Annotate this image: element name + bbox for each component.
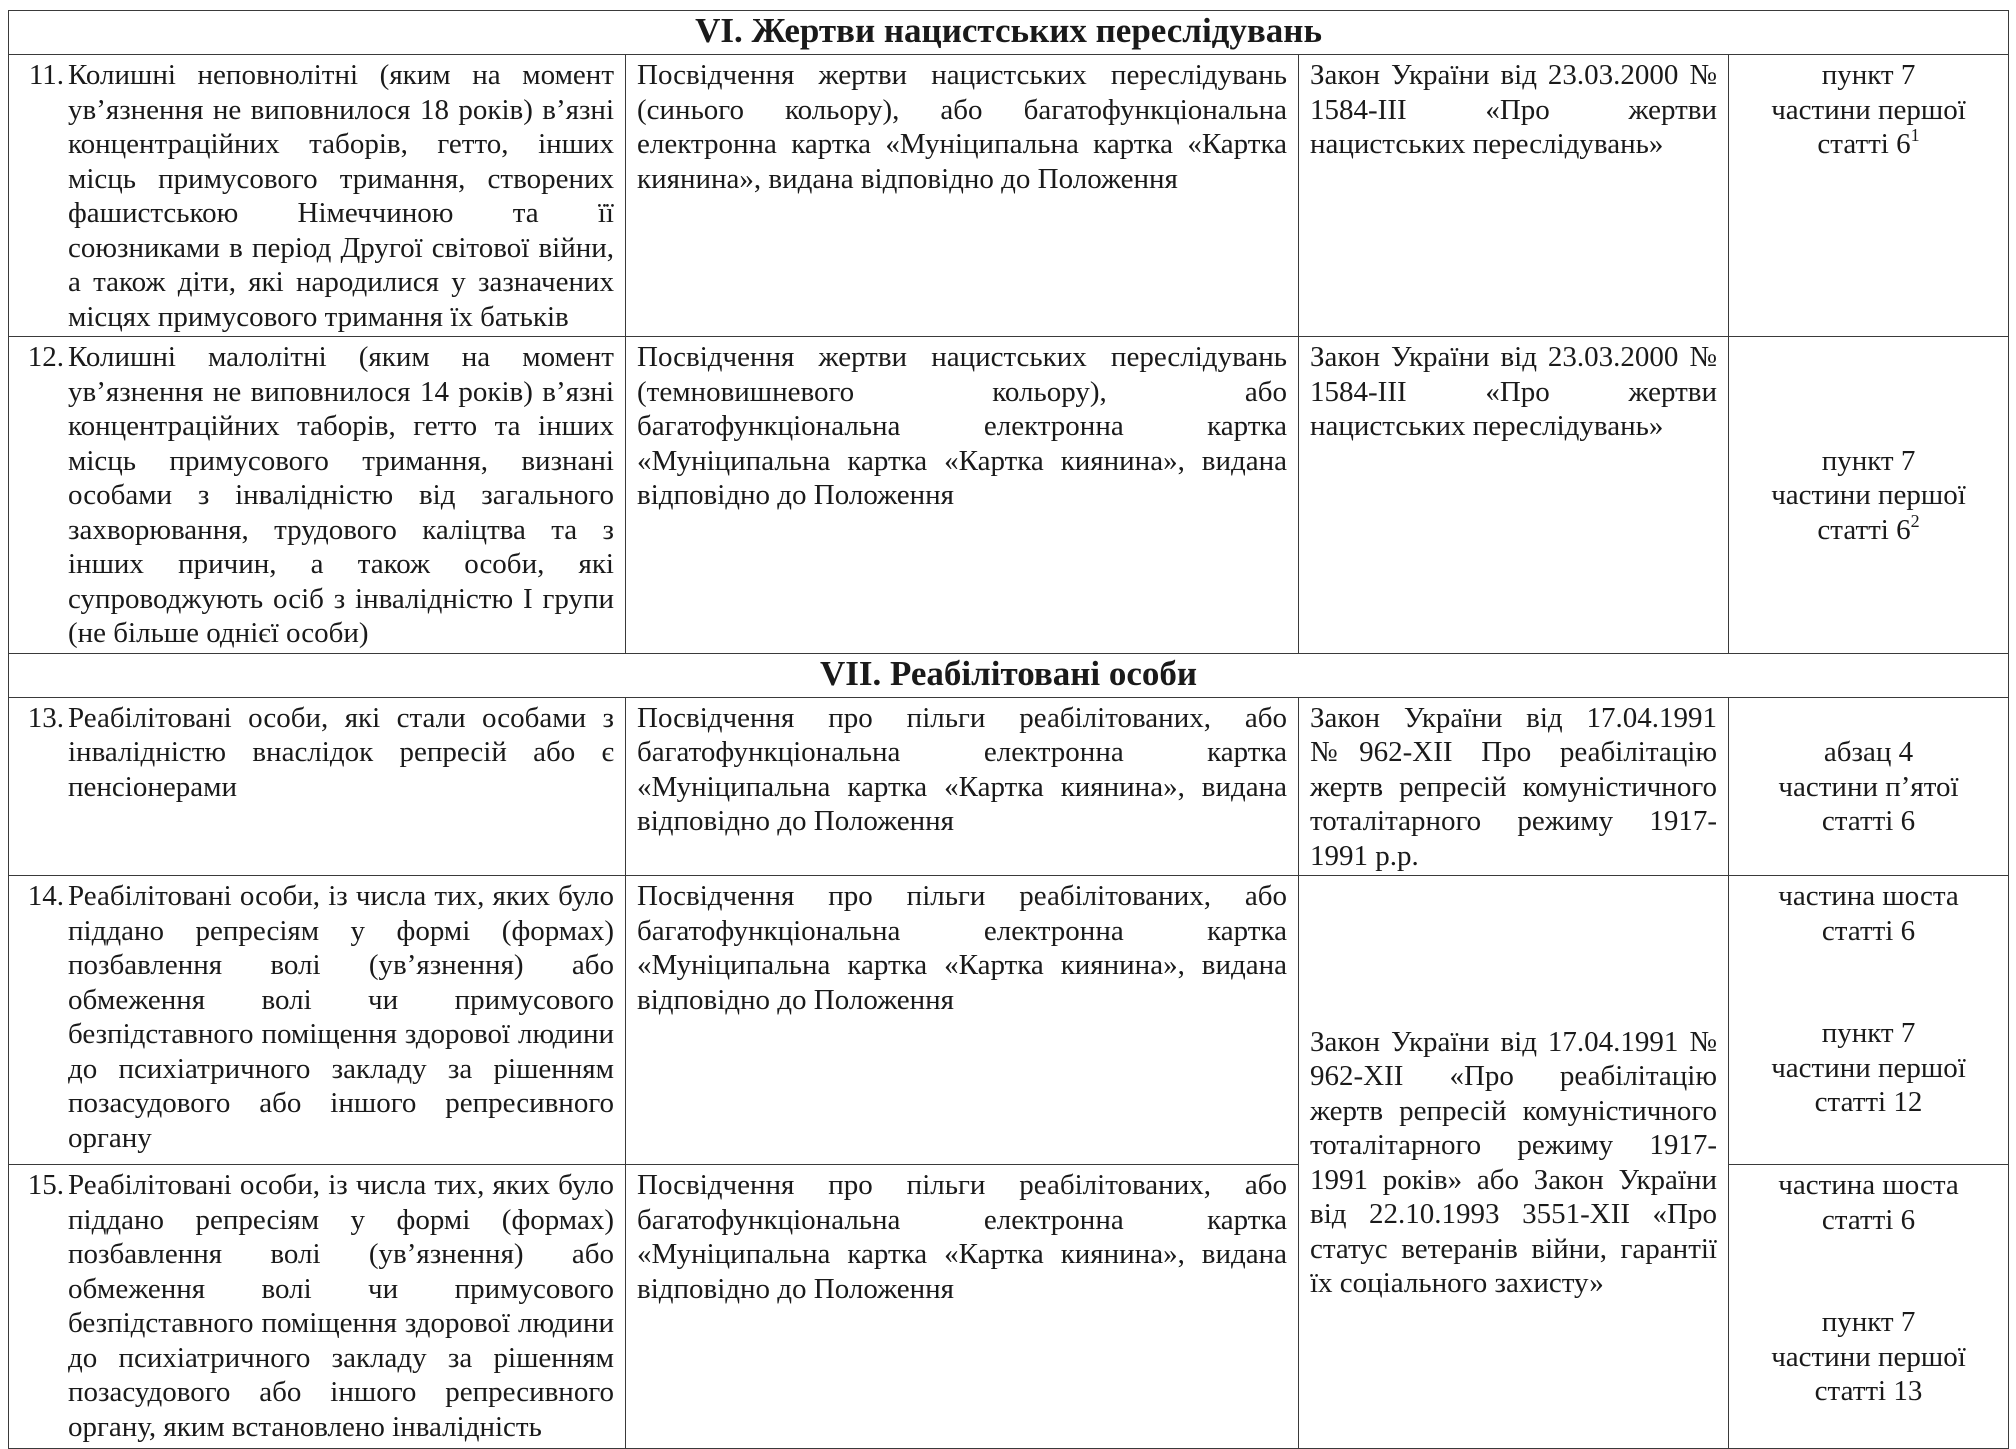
clause-line: статті 12 bbox=[1814, 1086, 1923, 1118]
clause-line: частини першої bbox=[1771, 479, 1966, 511]
clause-spacer bbox=[1740, 1237, 1997, 1305]
clause-line: частина шоста bbox=[1778, 880, 1959, 912]
section-title-vii: VII. Реабілітовані особи bbox=[9, 653, 2009, 697]
table-row bbox=[9, 55, 2009, 337]
clause-line: статті 6 bbox=[1821, 914, 1916, 947]
section-header-row bbox=[9, 653, 2009, 697]
clause-line bbox=[1740, 510, 1997, 548]
clause-line: частини першої bbox=[1771, 93, 1966, 126]
benefits-table bbox=[8, 10, 2009, 1449]
clause-cell bbox=[1729, 1165, 2009, 1449]
row-number: 11. bbox=[28, 59, 64, 91]
document-cell: Посвідчення жертви нацистських переслідувань (синього кольору), або багатофункціональна електронна картка «Муніципальна картка «Картка киянина», видана відповідно до Положення bbox=[626, 55, 1299, 337]
table-row bbox=[9, 876, 2009, 1165]
clause-spacer bbox=[1740, 948, 1997, 1016]
category-text: Колишні малолітні (яким на момент ув’язнення не виповнилося 14 років) в’язні концентраційних таборів, гетто та інших місць примусового тримання, визнані особами з інвалідністю від загального захворювання, трудового каліцтва та з інших причин, а також особи, які супроводжують осіб з інвалідністю І групи (не більше однієї особи) bbox=[68, 341, 614, 649]
clause-line: частини першої bbox=[1771, 1051, 1966, 1084]
category-cell bbox=[9, 1165, 626, 1449]
document-cell: Посвідчення про пільги реабілітованих, або багатофункціональна електронна картка «Муніципальна картка «Картка киянина», видана відповідно до Положення bbox=[626, 876, 1299, 1165]
clause-superscript: 2 bbox=[1910, 510, 1920, 531]
clause-article: статті 6 bbox=[1817, 128, 1911, 160]
category-text: Реабілітовані особи, із числа тих, яких було піддано репресіям у формі (формах) позбавлення волі (ув’язнення) або обмеження волі чи примусового безпідставного поміщення здорової людини до психіатричного закладу за рішенням позасудового або іншого репресивного органу, яким встановлено інвалідність bbox=[68, 1169, 614, 1443]
row-number: 15. bbox=[27, 1169, 64, 1201]
clause-line: частини першої bbox=[1771, 1340, 1966, 1373]
category-cell bbox=[9, 337, 626, 654]
clause-cell bbox=[1729, 876, 2009, 1165]
law-cell: Закон України від 17.04.1991 № 962-ХІІ «Про реабілітацію жертв репресій комуністичного тоталітарного режиму 1917-1991 років» або Закон України від 22.10.1993 3551-ХІІ «Про статус ветеранів війни, гарантії їх соціального захисту» bbox=[1299, 876, 1729, 1449]
clause-line: частини п’ятої bbox=[1778, 770, 1959, 803]
clause-line: статті 6 bbox=[1821, 1203, 1916, 1236]
clause-line: пункт 7 bbox=[1821, 1017, 1916, 1049]
clause-cell bbox=[1729, 697, 2009, 876]
clause-cell bbox=[1729, 55, 2009, 337]
document-cell: Посвідчення про пільги реабілітованих, або багатофункціональна електронна картка «Муніципальна картка «Картка киянина», видана відповідно до Положення bbox=[626, 697, 1299, 876]
clause-line: статті 13 bbox=[1814, 1375, 1923, 1407]
clause-article: статті 6 bbox=[1817, 513, 1911, 546]
category-text: Колишні неповнолітні (яким на момент ув’язнення не виповнилося 18 років) в’язні концентраційних таборів, гетто, інших місць примусового тримання, створених фашистською Німеччиною та її союзниками в період Другої світової війни, а також діти, які народилися у зазначених місцях примусового тримання їх батьків bbox=[68, 59, 614, 333]
section-title-vi: VI. Жертви нацистських переслідувань bbox=[9, 11, 2009, 55]
category-cell bbox=[9, 55, 626, 337]
category-text: Реабілітовані особи, із числа тих, яких було піддано репресіям у формі (формах) позбавлення волі (ув’язнення) або обмеження волі чи примусового безпідставного поміщення здорової людини до психіатричного закладу за рішенням позасудового або іншого репресивного органу bbox=[68, 880, 614, 1154]
law-cell: Закон України від 17.04.1991 №962-ХІІ Про реабілітацію жертв репресій комуністичного тоталітарного режиму 1917-1991 р.р. bbox=[1299, 697, 1729, 876]
law-cell: Закон України від 23.03.2000 № 1584-ІІІ «Про жертви нацистських переслідувань» bbox=[1299, 55, 1729, 337]
section-header-row bbox=[9, 11, 2009, 55]
row-number: 14. bbox=[27, 880, 64, 912]
category-cell bbox=[9, 876, 626, 1165]
category-cell bbox=[9, 697, 626, 876]
law-cell: Закон України від 23.03.2000 № 1584-ІІІ «Про жертви нацистських переслідувань» bbox=[1299, 337, 1729, 654]
clause-cell bbox=[1729, 337, 2009, 654]
clause-line: частина шоста bbox=[1778, 1169, 1959, 1201]
clause-line: абзац 4 bbox=[1823, 736, 1914, 768]
clause-line: пункт 7 bbox=[1821, 59, 1916, 91]
clause-line bbox=[1740, 127, 1997, 162]
table-row bbox=[9, 697, 2009, 876]
clause-superscript: 1 bbox=[1910, 125, 1920, 145]
category-text: Реабілітовані особи, які стали особами з інвалідністю внаслідок репресій або є пенсіонерами bbox=[68, 701, 614, 803]
row-number: 13. bbox=[27, 701, 64, 734]
clause-line: пункт 7 bbox=[1821, 1306, 1916, 1338]
row-number: 12. bbox=[27, 341, 64, 373]
document-cell: Посвідчення про пільги реабілітованих, або багатофункціональна електронна картка «Муніципальна картка «Картка киянина», видана відповідно до Положення bbox=[626, 1165, 1299, 1449]
clause-line: статті 6 bbox=[1821, 805, 1916, 837]
clause-line: пункт 7 bbox=[1821, 444, 1916, 477]
document-cell: Посвідчення жертви нацистських переслідувань (темновишневого кольору), або багатофункціональна електронна картка «Муніципальна картка «Картка киянина», видана відповідно до Положення bbox=[626, 337, 1299, 654]
table-row bbox=[9, 337, 2009, 654]
